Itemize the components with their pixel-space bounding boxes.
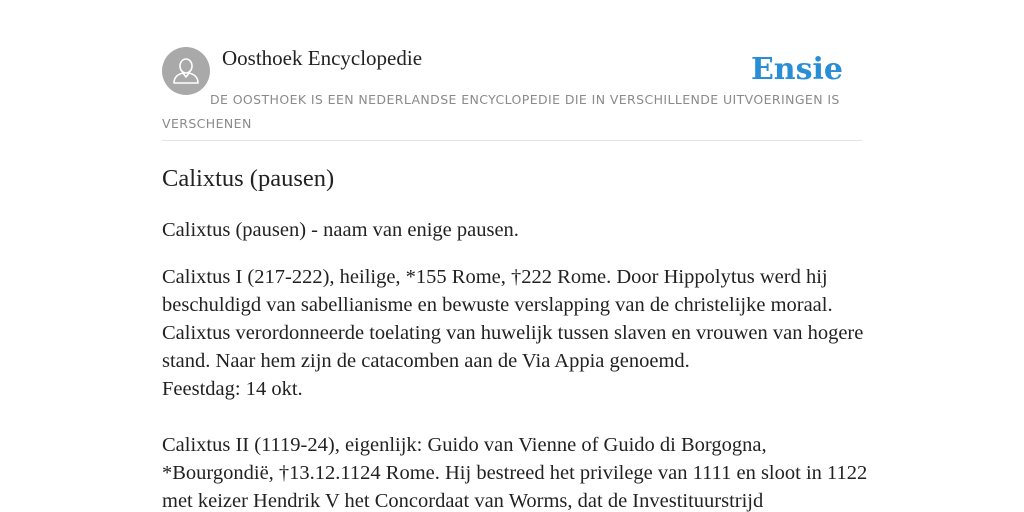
article-intro: Calixtus (pausen) - naam van enige pausen. [162, 219, 519, 241]
article [162, 162, 872, 512]
site-header [162, 46, 862, 141]
brand-logo[interactable]: Ensie [750, 52, 843, 87]
site-name[interactable]: Oosthoek Encyclopedie [222, 46, 423, 70]
site-tagline: DE OOSTHOEK IS EEN NEDERLANDSE ENCYCLOPEDIE DIE IN VERSCHILLENDE UITVOERINGEN IS VERSCHENEN [162, 92, 840, 131]
article-title: Calixtus (pausen) [162, 165, 335, 192]
article-body: Calixtus I (217-222), heilige, *155 Rome, †222 Rome. Door Hippolytus werd hij beschuldigd van sabellianisme en bewuste verslapping van de christelijke moraal. Calixtus verordonneerde toelating van huwelijk tussen slaven en vrouwen van hogere stand. Naar hem zijn de catacomben aan de Via Appia genoemd. Feestdag: 14 okt. Calixtus II (1119-24), eigenlijk: Guido van Vienne of Guido di Borgogna, *Bourgondië, †13.12.1124 Rome. Hij bestreed het privilege van 1111 en sloot in 1122 met keizer Hendrik V het Concordaat van Worms, dat de Investituurstrijd [162, 266, 868, 512]
